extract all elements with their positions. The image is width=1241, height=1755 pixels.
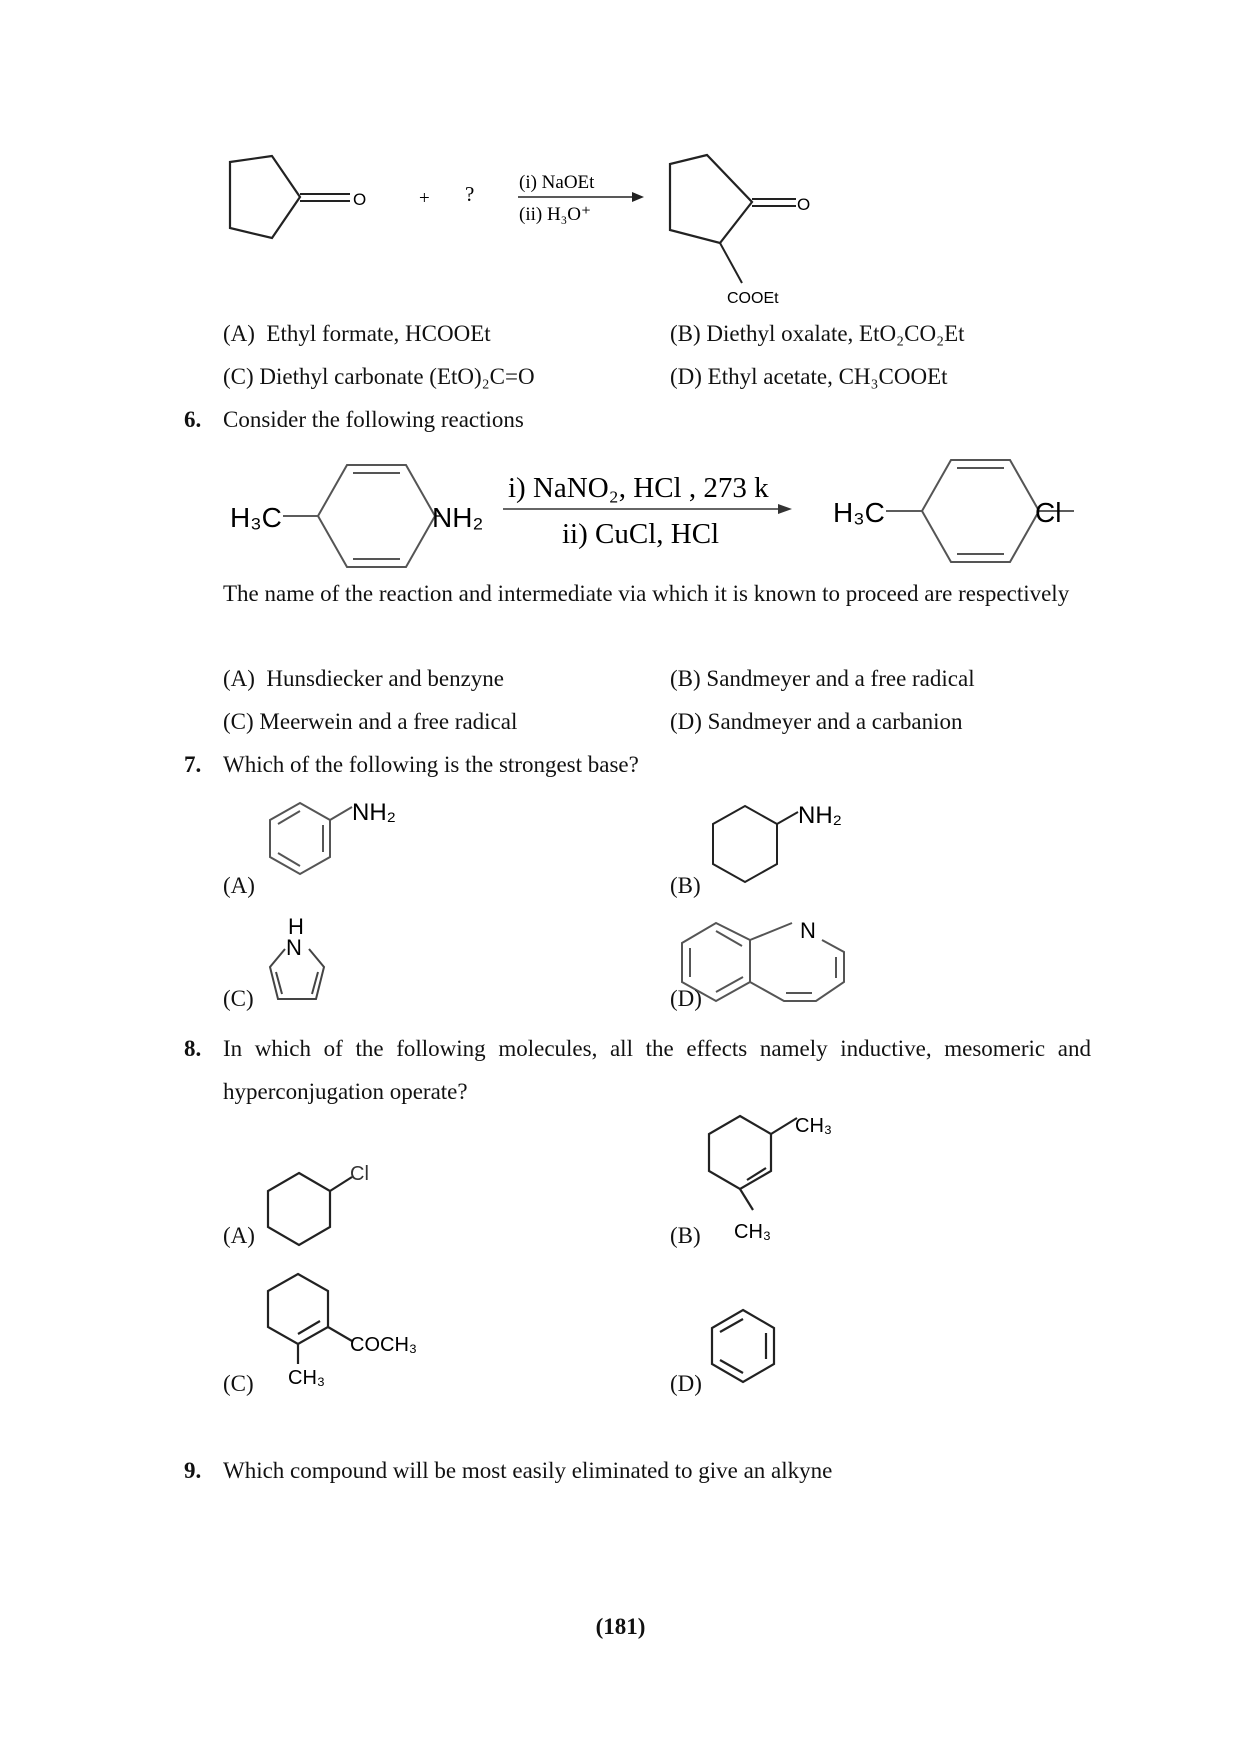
q5-cooet: COOEt [727,290,779,307]
q8-b-ch3-top: CH₃ [795,1115,833,1137]
q8-number: 8. [184,1036,202,1061]
q8-option-d-label[interactable]: (D) [670,1371,702,1396]
q7-a-amine: NH₂ [352,799,396,826]
q6-reagent-1: i) NaNO₂, HCl , 273 k [508,472,769,504]
q5-option-c[interactable]: (C) Diethyl carbonate (EtO)₂C=O [223,364,535,389]
q6-reagent-2: ii) CuCl, HCl [562,518,720,550]
q6-product-chlorine: Cl [1035,497,1062,528]
q8-acetylcyclohexene [268,1274,352,1364]
q6-option-a[interactable]: (A) Hunsdiecker and benzyne [223,666,504,691]
q6-stem: The name of the reaction and intermediate via which it is known to proceed are respectively [223,581,1070,606]
q8-a-cl: Cl [350,1163,369,1185]
q7-d-n: N [800,918,816,943]
q6-option-b[interactable]: (B) Sandmeyer and a free radical [670,666,975,691]
q6-option-d[interactable]: (D) Sandmeyer and a carbanion [670,709,963,734]
q7-b-amine: NH₂ [798,802,842,829]
q5-reagent-2: (ii) H₃O⁺ [519,204,592,225]
q5-oxygen-left: O [353,190,367,209]
q8-dimethylcyclohexene [709,1116,797,1210]
q6-number: 6. [184,407,202,432]
q5-unknown: ? [465,182,475,206]
q6-reactant-amine: NH₂ [432,502,484,533]
q7-option-d-label[interactable]: (D) [670,986,702,1011]
q7-option-b-label[interactable]: (B) [670,873,701,898]
q7-c-h: H [288,914,304,939]
q9-question: Which compound will be most easily eliminated to give an alkyne [223,1458,833,1483]
page-number: (181) [595,1614,646,1639]
q6-reactant-methyl: H₃C [230,502,282,533]
q8-c-coch3: COCH₃ [350,1334,418,1356]
q8-chlorocyclohexane [268,1173,352,1245]
q8-option-a-label[interactable]: (A) [223,1223,255,1248]
q8-option-c-label[interactable]: (C) [223,1371,254,1396]
q7-question: Which of the following is the strongest base? [223,752,639,777]
q5-reagent-1: (i) NaOEt [519,172,595,193]
q6-product-methyl: H₃C [833,497,885,528]
q8-b-ch3-bottom: CH₃ [734,1221,772,1243]
q8-benzene [712,1310,774,1382]
q5-plus: + [419,188,430,209]
q8-question: In which of the following molecules, all the effects namely inductive, mesomeric and hyperconjugation operate? [223,1036,1091,1104]
q6-question: Consider the following reactions [223,407,524,432]
q5-option-d[interactable]: (D) Ethyl acetate, CH₃COOEt [670,364,948,389]
q8-option-b-label[interactable]: (B) [670,1223,701,1248]
q7-number: 7. [184,752,202,777]
q8-c-ch3: CH₃ [288,1367,326,1389]
q5-option-a[interactable]: (A) Ethyl formate, HCOOEt [223,321,491,346]
q9-number: 9. [184,1458,202,1483]
q7-option-a-label[interactable]: (A) [223,873,255,898]
q7-c-n: N [286,935,302,960]
q7-option-c-label[interactable]: (C) [223,986,254,1011]
q5-oxygen-right: O [797,195,811,214]
q6-option-c[interactable]: (C) Meerwein and a free radical [223,709,518,734]
q5-option-b[interactable]: (B) Diethyl oxalate, EtO₂CO₂Et [670,321,965,346]
